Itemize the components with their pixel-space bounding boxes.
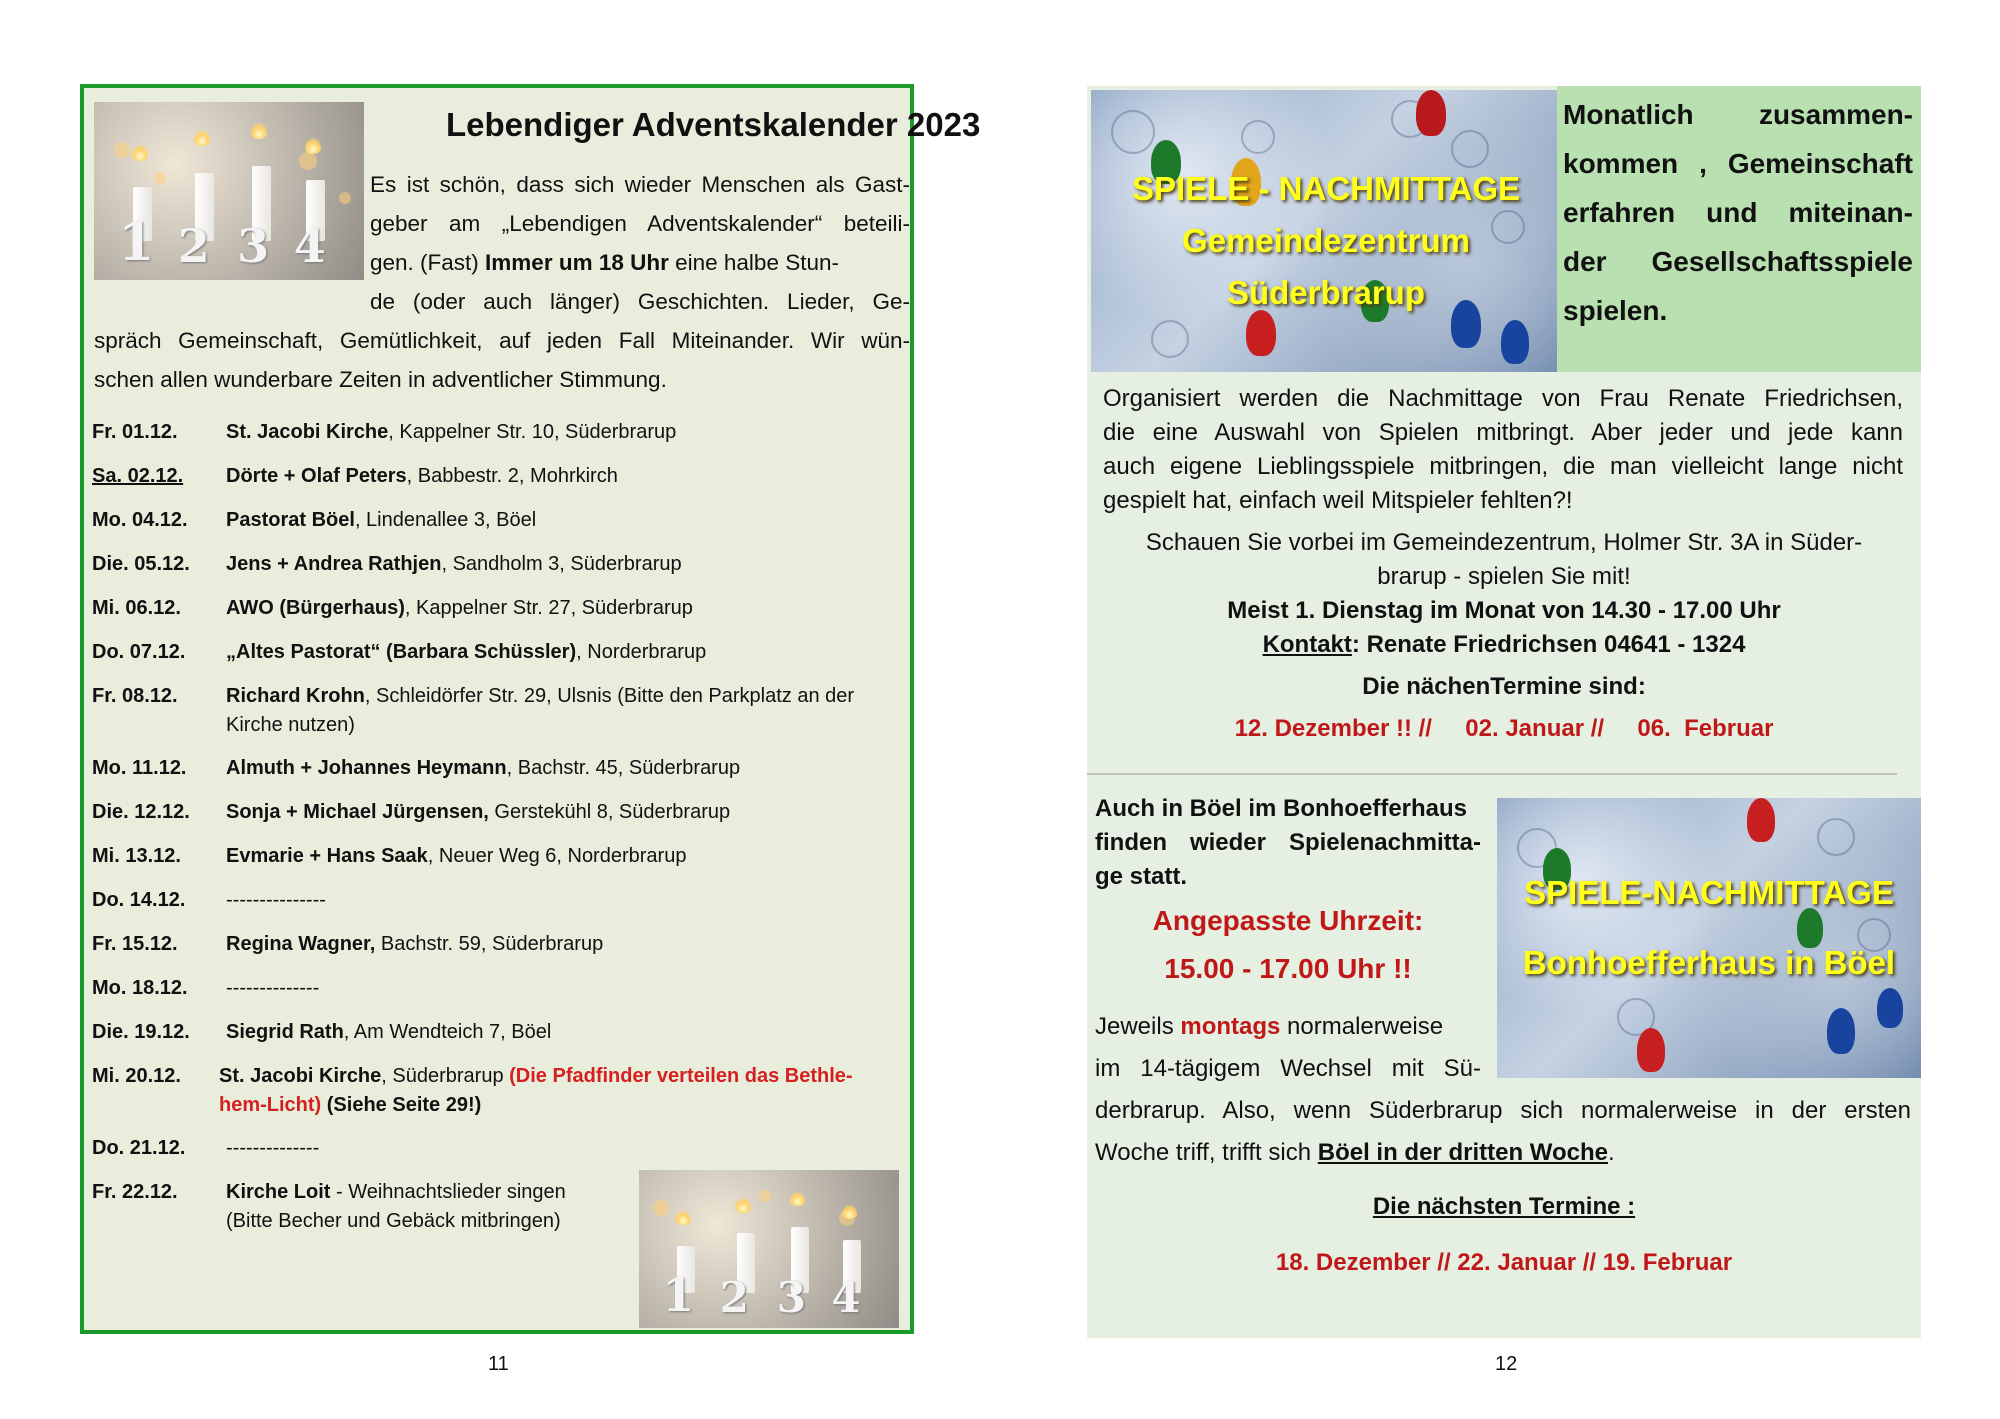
para-line: die eine Auswahl von Spielen mitbringt. Aber jeder und jede kann	[1103, 419, 1903, 446]
angepasst-label: Angepasste Uhrzeit:	[1152, 905, 1424, 936]
intro-line: gen. (Fast) Immer um 18 Uhr eine halbe Stun-	[370, 250, 839, 275]
candle-digit: 4	[293, 218, 326, 273]
page-number-left: 11	[488, 1353, 509, 1375]
pfadfinder-note: (Die Pfadfinder verteilen das Bethle-hem-Licht)	[219, 1065, 853, 1116]
intro-line: de (oder auch länger) Geschichten. Lieder, Ge-	[370, 289, 910, 314]
spiele-nachmittage-panel	[1087, 86, 1921, 1338]
para-line: gespielt hat, einfach weil Mitspieler fehlten?!	[1103, 487, 1573, 514]
candle-digit: 3	[776, 1272, 807, 1322]
banner1-line1: SPIELE - NACHMITTAGE	[1131, 170, 1521, 207]
naechste-heading: Die nächsten Termine :	[1372, 1193, 1636, 1220]
time-highlight: Immer um 18 Uhr	[485, 250, 669, 275]
wechsel-line: derbrarup. Also, wenn Süderbrarup sich normalerweise in der ersten	[1095, 1097, 1911, 1124]
montags-highlight: montags	[1180, 1013, 1281, 1040]
banner1-line2: Gemeindezentrum	[1182, 222, 1470, 259]
monatlich-box: Monatlich zusammen- kommen , Gemeinschaft erfahren und miteinan- der Gesellschaftsspiele spielen.	[1557, 86, 1921, 372]
dritte-woche-highlight: Böel in der dritten Woche	[1317, 1139, 1608, 1166]
para-line: Organisiert werden die Nachmittage von Frau Renate Friedrichsen,	[1103, 385, 1903, 412]
candle-digit: 1	[662, 1267, 695, 1322]
advent-calendar-title: Lebendiger Adventskalender 2023	[446, 106, 981, 143]
candle-digit: 3	[237, 218, 270, 273]
schauen-line: Schauen Sie vorbei im Gemeindezentrum, Holmer Str. 3A in Süder-	[1145, 529, 1863, 556]
intro-line: schen allen wunderbare Zeiten in adventlicher Stimmung.	[94, 367, 667, 392]
banner2-line2: Bonhoefferhaus in Böel	[1522, 944, 1896, 981]
candle-digit: 2	[177, 218, 210, 273]
intro-line: Es ist schön, dass sich wieder Menschen als Gast-	[370, 172, 910, 197]
wechsel-line: Woche triff, trifft sich Böel in der dritten Woche.	[1095, 1139, 1615, 1166]
schauen-line: brarup - spielen Sie mit!	[1377, 563, 1631, 590]
candle-digit: 4	[831, 1272, 861, 1322]
boel-line: ge statt.	[1095, 863, 1188, 890]
kontakt-line: Kontakt: Renate Friedrichsen 04641 - 1324	[1262, 631, 1746, 658]
boel-line: Auch in Böel im Bonhoefferhaus	[1095, 795, 1468, 822]
naechste-dates: 18. Dezember // 22. Januar // 19. Februar	[1275, 1249, 1733, 1276]
advent-calendar-panel: 1 2 3 4 Lebendiger Adventskalender 2023 Es ist schön, dass sich wieder Menschen als Gast- geber am „Lebendigen Adventskalender“ beteili- gen. (Fast) Immer um 18 Uhr eine halbe Stun- de (oder auch länger) Geschichten. Lieder, Ge- spräch Gemeinschaft, Gemütlichkeit, auf jeden Fall Miteinander. Wir wün- schen allen wunderbare Zeiten in adventlicher Stimmung. Fr. 01.12. St. Jacobi Kirche, Kappelner Str. 10, Süderbrarup Sa. 02.12. Dörte + Olaf Peters, Babbestr. 2, Mohrkirch Mo. 04.12. Pastorat Böel, Lindenallee 3, Böel Die. 05.12. Jens + Andrea Rathjen, Sandholm 3, Süderbrarup Mi. 06.12. AWO (Bürgerhaus), Kappelner Str. 27, Süderbrarup Do. 07.12. „Altes Pastorat“ (Barbara Schüssler), Norderbrarup Fr. 08.12. Richard Krohn, Schleidörfer Str. 29, Ulsnis (Bitte den Parkplatz an der Kirche nutzen) Mo. 11.12. Almuth + Johannes Heymann, Bachstr. 45, Süderbrarup Die. 12.12. Sonja + Michael Jürgensen, Gerstekühl 8, Süderbrarup Mi. 13.12. Evmarie + Hans Saak, Neuer Weg 6, Norderbrarup Do. 14.12. --------------- Fr. 15.12. Regina Wagner, Bachstr. 59, Süderbrarup Mo. 18.12. -------------- Die. 19.12. Siegrid Rath, Am Wendteich 7, Böel Mi. 20.12. St. Jacobi Kirche, Süderbrarup (Die Pfadfinder verteilen das Bethle-hem-Licht) (Siehe Seite 29!) Do. 21.12. -------------- Fr. 22.12. Kirche Loit - Weihnachtslieder singen (Bitte Becher und Gebäck mitbringen) 1 2 3 4	[80, 84, 914, 1334]
candle-digit: 2	[719, 1272, 749, 1322]
board-game-image-boel	[1497, 798, 1921, 1078]
boel-line: finden wieder Spielenachmitta-	[1095, 829, 1481, 856]
candles-image	[94, 102, 364, 280]
page-number-right: 12	[1495, 1353, 1518, 1375]
candle-digit: 1	[118, 211, 155, 273]
termine-dates: 12. Dezember !! // 02. Januar // 06. Februar	[1234, 715, 1774, 742]
intro-line: geber am „Lebendigen Adventskalender“ beteili-	[370, 211, 910, 236]
para-line: auch eigene Lieblingsspiele mitbringen, die man vielleicht lange nicht	[1103, 453, 1903, 480]
uhrzeit-value: 15.00 - 17.00 Uhr !!	[1164, 953, 1412, 984]
termine-heading: Die nächenTermine sind:	[1362, 673, 1646, 700]
intro-line: spräch Gemeinschaft, Gemütlichkeit, auf jeden Fall Miteinander. Wir wün-	[94, 328, 910, 353]
section-divider	[1087, 773, 1897, 775]
candles-image-bottom	[639, 1170, 899, 1328]
wechsel-line: Jeweils montags normalerweise	[1095, 1013, 1444, 1040]
meist-line: Meist 1. Dienstag im Monat von 14.30 - 17.00 Uhr	[1227, 597, 1781, 624]
wechsel-line: im 14-tägigem Wechsel mit Sü-	[1095, 1055, 1481, 1082]
banner1-line3: Süderbrarup	[1226, 274, 1426, 311]
board-game-image	[1091, 90, 1561, 372]
banner2-line1: SPIELE-NACHMITTAGE	[1524, 874, 1894, 911]
